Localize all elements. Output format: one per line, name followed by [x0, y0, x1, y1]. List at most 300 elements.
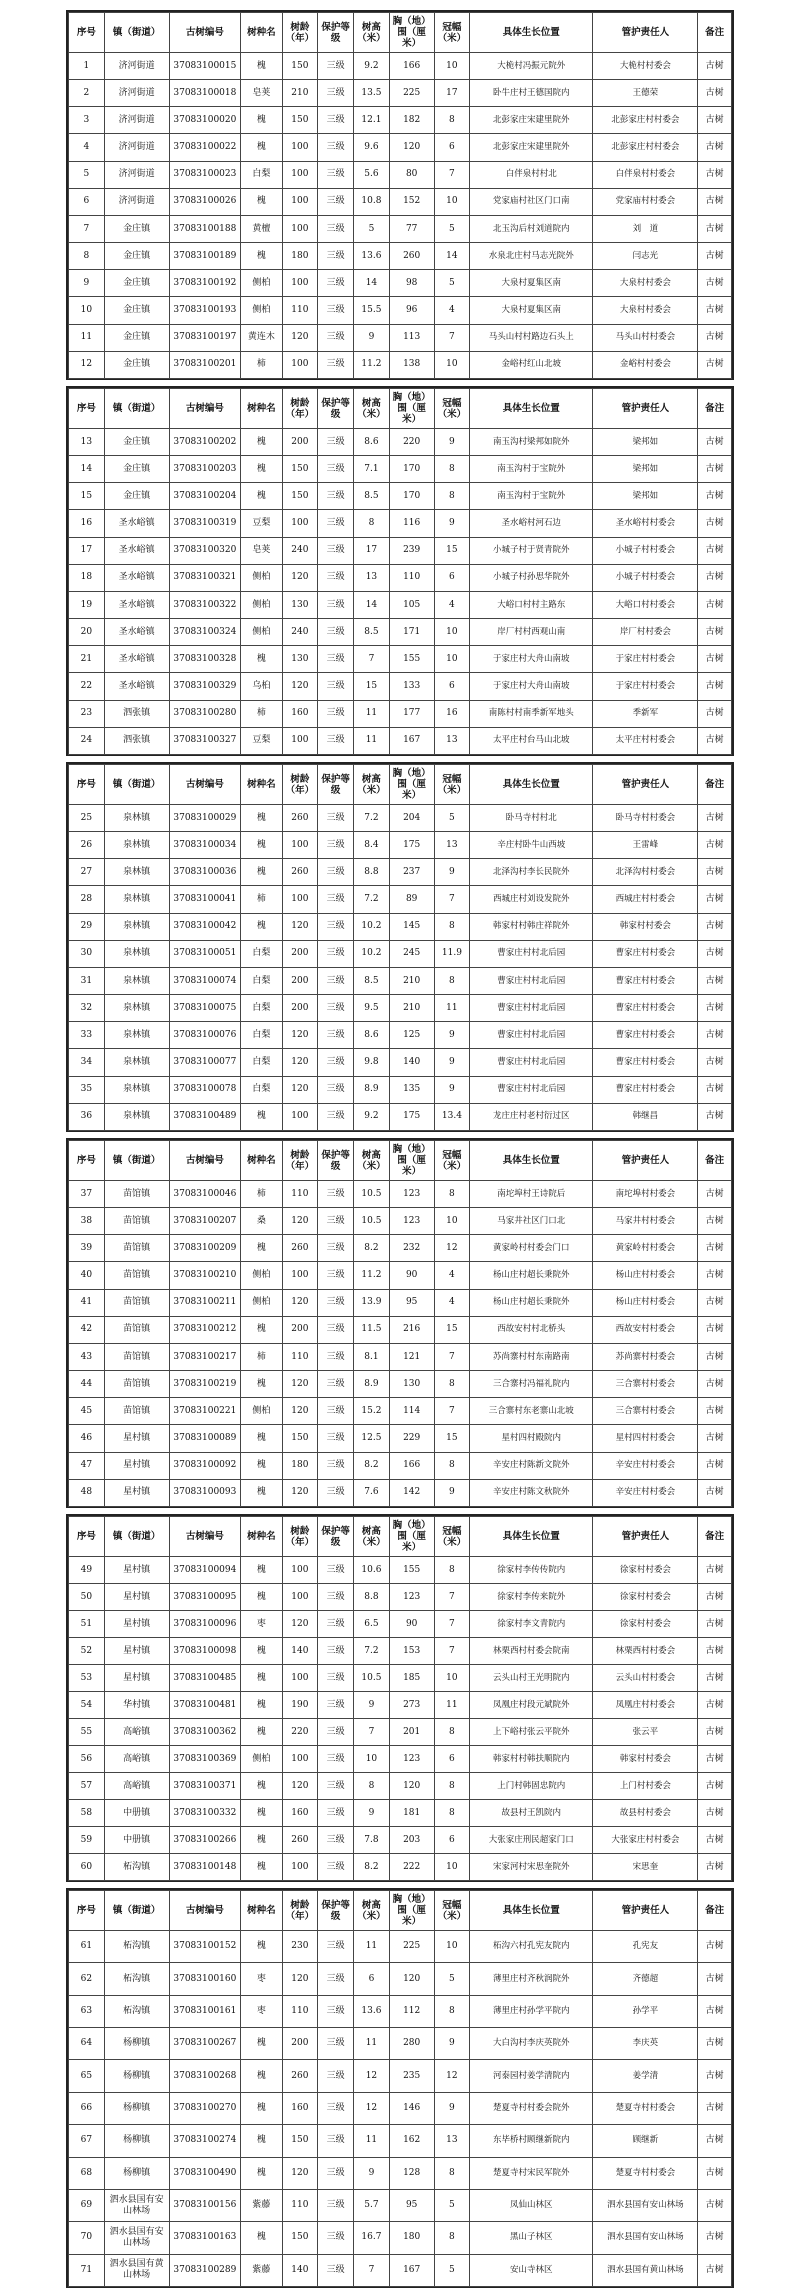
cell-grade: 三级	[318, 2060, 354, 2092]
cell-remark: 古树	[698, 859, 732, 886]
cell-age: 200	[282, 1316, 318, 1343]
cell-age: 180	[282, 1452, 318, 1479]
cell-index: 68	[69, 2157, 105, 2189]
table-row	[69, 188, 732, 215]
cell-species: 白梨	[241, 161, 282, 188]
cell-location: 辛庄村卧牛山西坡	[470, 832, 593, 859]
cell-species: 柿	[241, 700, 282, 727]
cell-street: 星村镇	[104, 1638, 169, 1665]
cell-crown: 8	[434, 1557, 470, 1584]
cell-height: 17	[354, 537, 390, 564]
cell-crown: 8	[434, 913, 470, 940]
cell-street: 星村镇	[104, 1665, 169, 1692]
cell-tree-id: 37083100075	[169, 995, 241, 1022]
table-header-row	[69, 1891, 732, 1931]
cell-street: 柘沟镇	[104, 1995, 169, 2027]
cell-caretaker: 曹家庄村村委会	[593, 1049, 698, 1076]
cell-grade: 三级	[318, 53, 354, 80]
cell-index: 66	[69, 2092, 105, 2124]
cell-girth: 175	[389, 1103, 434, 1130]
cell-tree-id: 37083100201	[169, 351, 241, 378]
cell-remark: 古树	[698, 1452, 732, 1479]
cell-tree-id: 37083100209	[169, 1235, 241, 1262]
cell-height: 12	[354, 2092, 390, 2124]
cell-caretaker: 黄家岭村村委会	[593, 1235, 698, 1262]
cell-tree-id: 37083100015	[169, 53, 241, 80]
cell-crown: 13.4	[434, 1103, 470, 1130]
table-row	[69, 429, 732, 456]
cell-location: 柘沟六村孔宪友院内	[470, 1931, 593, 1963]
cell-height: 14	[354, 591, 390, 618]
column-header-grade: 保护等级	[318, 765, 354, 805]
cell-tree-id: 37083100074	[169, 967, 241, 994]
cell-remark: 古树	[698, 1611, 732, 1638]
cell-height: 7	[354, 646, 390, 673]
cell-grade: 三级	[318, 1800, 354, 1827]
column-header-crown: 冠幅（米）	[434, 1517, 470, 1557]
table-row	[69, 1452, 732, 1479]
column-header-location: 具体生长位置	[470, 1517, 593, 1557]
cell-caretaker: 于家庄村村委会	[593, 646, 698, 673]
cell-tree-id: 37083100219	[169, 1371, 241, 1398]
cell-crown: 4	[434, 591, 470, 618]
table-row	[69, 2189, 732, 2221]
cell-caretaker: 大桅村村委会	[593, 53, 698, 80]
cell-tree-id: 37083100321	[169, 564, 241, 591]
cell-height: 8.1	[354, 1343, 390, 1370]
cell-tree-id: 37083100041	[169, 886, 241, 913]
cell-age: 110	[282, 1181, 318, 1208]
cell-girth: 229	[389, 1425, 434, 1452]
cell-species: 槐	[241, 1931, 282, 1963]
cell-grade: 三级	[318, 832, 354, 859]
cell-age: 100	[282, 1557, 318, 1584]
column-header-street: 镇（街道）	[104, 1517, 169, 1557]
cell-age: 100	[282, 510, 318, 537]
cell-remark: 古树	[698, 1931, 732, 1963]
cell-street: 泉林镇	[104, 1022, 169, 1049]
table-row	[69, 2222, 732, 2254]
cell-crown: 8	[434, 1181, 470, 1208]
cell-crown: 7	[434, 1611, 470, 1638]
column-header-street: 镇（街道）	[104, 765, 169, 805]
cell-species: 紫藤	[241, 2189, 282, 2221]
cell-street: 泉林镇	[104, 805, 169, 832]
cell-height: 13	[354, 564, 390, 591]
cell-species: 白梨	[241, 940, 282, 967]
table-row	[69, 270, 732, 297]
cell-street: 星村镇	[104, 1425, 169, 1452]
cell-height: 11	[354, 700, 390, 727]
cell-age: 100	[282, 1262, 318, 1289]
cell-tree-id: 37083100076	[169, 1022, 241, 1049]
cell-location: 大泉村夏集区南	[470, 297, 593, 324]
cell-height: 8.2	[354, 1452, 390, 1479]
cell-grade: 三级	[318, 564, 354, 591]
cell-location: 水泉北庄村马志光院外	[470, 243, 593, 270]
cell-girth: 222	[389, 1854, 434, 1881]
cell-location: 故县村王凯院内	[470, 1800, 593, 1827]
cell-caretaker: 三合寨村村委会	[593, 1398, 698, 1425]
cell-grade: 三级	[318, 1854, 354, 1881]
cell-height: 9.6	[354, 134, 390, 161]
cell-location: 曹家庄村村北后园	[470, 1049, 593, 1076]
cell-location: 金峪村红山北坡	[470, 351, 593, 378]
cell-street: 泉林镇	[104, 913, 169, 940]
cell-street: 泉林镇	[104, 1103, 169, 1130]
table-row	[69, 1398, 732, 1425]
cell-species: 槐	[241, 832, 282, 859]
cell-height: 11	[354, 1931, 390, 1963]
cell-street: 圣水峪镇	[104, 537, 169, 564]
cell-age: 100	[282, 727, 318, 754]
column-header-index: 序号	[69, 1141, 105, 1181]
cell-grade: 三级	[318, 1995, 354, 2027]
cell-grade: 三级	[318, 1022, 354, 1049]
cell-tree-id: 37083100148	[169, 1854, 241, 1881]
cell-height: 10.6	[354, 1557, 390, 1584]
cell-caretaker: 张云平	[593, 1719, 698, 1746]
cell-age: 160	[282, 1800, 318, 1827]
cell-remark: 古树	[698, 1103, 732, 1130]
cell-caretaker: 小城子村村委会	[593, 537, 698, 564]
cell-remark: 古树	[698, 913, 732, 940]
cell-girth: 112	[389, 1995, 434, 2027]
table-row	[69, 297, 732, 324]
cell-location: 北泽沟村李长民院外	[470, 859, 593, 886]
cell-girth: 146	[389, 2092, 434, 2124]
cell-location: 东毕桥村顾继新院内	[470, 2125, 593, 2157]
cell-grade: 三级	[318, 1049, 354, 1076]
cell-street: 金庄镇	[104, 483, 169, 510]
cell-caretaker: 三合寨村村委会	[593, 1371, 698, 1398]
cell-crown: 9	[434, 1076, 470, 1103]
cell-crown: 8	[434, 456, 470, 483]
cell-street: 泗水县国有安山林场	[104, 2222, 169, 2254]
cell-grade: 三级	[318, 2254, 354, 2286]
cell-location: 凤凰庄村段元斌院外	[470, 1692, 593, 1719]
cell-index: 27	[69, 859, 105, 886]
cell-grade: 三级	[318, 1963, 354, 1995]
cell-crown: 4	[434, 1289, 470, 1316]
cell-location: 杨山庄村超长秉院外	[470, 1289, 593, 1316]
cell-index: 48	[69, 1479, 105, 1506]
table-row	[69, 1827, 732, 1854]
cell-tree-id: 37083100280	[169, 700, 241, 727]
cell-girth: 152	[389, 188, 434, 215]
table-row	[69, 1371, 732, 1398]
cell-location: 卧牛庄村王德国院内	[470, 80, 593, 107]
table-row	[69, 1692, 732, 1719]
cell-girth: 123	[389, 1181, 434, 1208]
cell-remark: 古树	[698, 80, 732, 107]
cell-grade: 三级	[318, 134, 354, 161]
cell-tree-id: 37083100160	[169, 1963, 241, 1995]
cell-girth: 180	[389, 2222, 434, 2254]
cell-grade: 三级	[318, 805, 354, 832]
table-block	[66, 386, 734, 756]
cell-caretaker: 星村四村村委会	[593, 1425, 698, 1452]
table-row	[69, 2060, 732, 2092]
cell-grade: 三级	[318, 591, 354, 618]
cell-caretaker: 曹家庄村村委会	[593, 967, 698, 994]
table-header-row	[69, 389, 732, 429]
cell-species: 桑	[241, 1208, 282, 1235]
column-header-index: 序号	[69, 13, 105, 53]
cell-crown: 13	[434, 2125, 470, 2157]
cell-location: 河泰园村姜学清院内	[470, 2060, 593, 2092]
table-row	[69, 564, 732, 591]
cell-location: 于家庄村大舟山南坡	[470, 673, 593, 700]
cell-index: 18	[69, 564, 105, 591]
cell-street: 华村镇	[104, 1692, 169, 1719]
cell-remark: 古树	[698, 1854, 732, 1881]
table-row	[69, 1343, 732, 1370]
cell-location: 曹家庄村村北后园	[470, 1076, 593, 1103]
cell-remark: 古树	[698, 886, 732, 913]
column-header-age: 树龄（年）	[282, 13, 318, 53]
cell-index: 38	[69, 1208, 105, 1235]
cell-caretaker: 姜学清	[593, 2060, 698, 2092]
cell-location: 徐家村李传传院内	[470, 1557, 593, 1584]
cell-girth: 203	[389, 1827, 434, 1854]
cell-height: 12.5	[354, 1425, 390, 1452]
cell-age: 260	[282, 859, 318, 886]
cell-girth: 90	[389, 1262, 434, 1289]
cell-height: 13.5	[354, 80, 390, 107]
cell-crown: 17	[434, 80, 470, 107]
cell-girth: 120	[389, 1963, 434, 1995]
cell-girth: 114	[389, 1398, 434, 1425]
cell-tree-id: 37083100078	[169, 1076, 241, 1103]
cell-remark: 古树	[698, 1076, 732, 1103]
table-row	[69, 1425, 732, 1452]
cell-crown: 6	[434, 673, 470, 700]
tree-table	[68, 764, 732, 1131]
table-row	[69, 537, 732, 564]
cell-age: 240	[282, 619, 318, 646]
tree-table	[68, 1516, 732, 1881]
cell-tree-id: 37083100362	[169, 1719, 241, 1746]
cell-species: 柿	[241, 886, 282, 913]
cell-tree-id: 37083100042	[169, 913, 241, 940]
cell-crown: 7	[434, 1398, 470, 1425]
cell-grade: 三级	[318, 2028, 354, 2060]
cell-grade: 三级	[318, 1746, 354, 1773]
cell-species: 侧柏	[241, 564, 282, 591]
cell-species: 槐	[241, 483, 282, 510]
cell-height: 9	[354, 1800, 390, 1827]
table-row	[69, 859, 732, 886]
table-row	[69, 646, 732, 673]
column-header-crown: 冠幅（米）	[434, 1141, 470, 1181]
cell-grade: 三级	[318, 161, 354, 188]
table-row	[69, 673, 732, 700]
table-row	[69, 1995, 732, 2027]
cell-age: 100	[282, 886, 318, 913]
cell-height: 10.5	[354, 1181, 390, 1208]
cell-grade: 三级	[318, 1208, 354, 1235]
cell-age: 150	[282, 2222, 318, 2254]
cell-tree-id: 37083100089	[169, 1425, 241, 1452]
cell-grade: 三级	[318, 967, 354, 994]
cell-location: 辛安庄村陈文秋院外	[470, 1479, 593, 1506]
cell-index: 37	[69, 1181, 105, 1208]
cell-street: 济河街道	[104, 161, 169, 188]
cell-crown: 10	[434, 1854, 470, 1881]
cell-index: 34	[69, 1049, 105, 1076]
tree-table	[68, 12, 732, 379]
cell-street: 圣水峪镇	[104, 564, 169, 591]
column-header-grade: 保护等级	[318, 13, 354, 53]
cell-index: 39	[69, 1235, 105, 1262]
cell-species: 槐	[241, 1638, 282, 1665]
table-row	[69, 1611, 732, 1638]
cell-caretaker: 上门村村委会	[593, 1773, 698, 1800]
cell-caretaker: 西故安村村委会	[593, 1316, 698, 1343]
cell-caretaker: 刘 道	[593, 215, 698, 242]
table-row	[69, 456, 732, 483]
cell-species: 侧柏	[241, 619, 282, 646]
cell-height: 12.1	[354, 107, 390, 134]
cell-crown: 7	[434, 324, 470, 351]
cell-crown: 15	[434, 537, 470, 564]
cell-age: 120	[282, 1208, 318, 1235]
cell-street: 星村镇	[104, 1452, 169, 1479]
column-header-tree-id: 古树编号	[169, 765, 241, 805]
cell-age: 120	[282, 324, 318, 351]
cell-caretaker: 孔宪友	[593, 1931, 698, 1963]
column-header-caretaker: 管护责任人	[593, 389, 698, 429]
cell-caretaker: 宋思奎	[593, 1854, 698, 1881]
cell-grade: 三级	[318, 940, 354, 967]
cell-caretaker: 徐家村村委会	[593, 1584, 698, 1611]
cell-caretaker: 党家庙村村委会	[593, 188, 698, 215]
cell-location: 南陈村村南季新军地头	[470, 700, 593, 727]
cell-index: 8	[69, 243, 105, 270]
cell-tree-id: 37083100369	[169, 1746, 241, 1773]
cell-remark: 古树	[698, 1800, 732, 1827]
cell-location: 岸厂村村西观山南	[470, 619, 593, 646]
table-block	[66, 1514, 734, 1882]
table-row	[69, 107, 732, 134]
cell-grade: 三级	[318, 297, 354, 324]
cell-index: 42	[69, 1316, 105, 1343]
cell-age: 110	[282, 297, 318, 324]
cell-crown: 9	[434, 2028, 470, 2060]
cell-girth: 155	[389, 646, 434, 673]
table-row	[69, 1181, 732, 1208]
table-row	[69, 80, 732, 107]
cell-age: 160	[282, 2092, 318, 2124]
cell-crown: 10	[434, 1931, 470, 1963]
cell-grade: 三级	[318, 456, 354, 483]
cell-street: 杨柳镇	[104, 2092, 169, 2124]
table-row	[69, 53, 732, 80]
table-row	[69, 1800, 732, 1827]
cell-caretaker: 凤凰庄村村委会	[593, 1692, 698, 1719]
column-header-girth: 胸（地）围（厘米）	[389, 389, 434, 429]
column-header-caretaker: 管护责任人	[593, 765, 698, 805]
cell-street: 金庄镇	[104, 456, 169, 483]
cell-girth: 145	[389, 913, 434, 940]
cell-tree-id: 37083100266	[169, 1827, 241, 1854]
cell-remark: 古树	[698, 1827, 732, 1854]
cell-species: 槐	[241, 1719, 282, 1746]
cell-age: 100	[282, 188, 318, 215]
tree-table	[68, 1140, 732, 1507]
cell-remark: 古树	[698, 510, 732, 537]
cell-caretaker: 曹家庄村村委会	[593, 995, 698, 1022]
cell-remark: 古树	[698, 591, 732, 618]
cell-index: 49	[69, 1557, 105, 1584]
cell-height: 10.5	[354, 1665, 390, 1692]
cell-grade: 三级	[318, 1611, 354, 1638]
column-header-grade: 保护等级	[318, 1517, 354, 1557]
cell-street: 星村镇	[104, 1584, 169, 1611]
cell-girth: 155	[389, 1557, 434, 1584]
cell-index: 36	[69, 1103, 105, 1130]
cell-girth: 225	[389, 1931, 434, 1963]
cell-girth: 90	[389, 1611, 434, 1638]
cell-street: 圣水峪镇	[104, 591, 169, 618]
cell-remark: 古树	[698, 1773, 732, 1800]
cell-location: 北彭家庄宋建里院外	[470, 134, 593, 161]
column-header-species: 树种名	[241, 765, 282, 805]
cell-age: 190	[282, 1692, 318, 1719]
cell-age: 120	[282, 913, 318, 940]
column-header-species: 树种名	[241, 13, 282, 53]
cell-index: 47	[69, 1452, 105, 1479]
cell-grade: 三级	[318, 80, 354, 107]
cell-location: 龙庄庄村老村衍过区	[470, 1103, 593, 1130]
cell-tree-id: 37083100161	[169, 1995, 241, 2027]
cell-tree-id: 37083100051	[169, 940, 241, 967]
cell-tree-id: 37083100217	[169, 1343, 241, 1370]
cell-remark: 古树	[698, 1963, 732, 1995]
cell-caretaker: 大峪口村村委会	[593, 591, 698, 618]
cell-girth: 245	[389, 940, 434, 967]
cell-grade: 三级	[318, 1557, 354, 1584]
cell-caretaker: 北泽沟村村委会	[593, 859, 698, 886]
cell-remark: 古树	[698, 351, 732, 378]
column-header-remark: 备注	[698, 13, 732, 53]
cell-crown: 7	[434, 886, 470, 913]
table-row	[69, 324, 732, 351]
cell-location: 北玉沟后村刘道院内	[470, 215, 593, 242]
cell-index: 28	[69, 886, 105, 913]
cell-girth: 162	[389, 2125, 434, 2157]
cell-crown: 13	[434, 832, 470, 859]
cell-height: 8.2	[354, 1854, 390, 1881]
cell-height: 7.1	[354, 456, 390, 483]
cell-tree-id: 37083100489	[169, 1103, 241, 1130]
cell-street: 苗馆镇	[104, 1398, 169, 1425]
cell-caretaker: 杨山庄村村委会	[593, 1289, 698, 1316]
cell-age: 240	[282, 537, 318, 564]
cell-remark: 古树	[698, 700, 732, 727]
cell-caretaker: 梁邦如	[593, 483, 698, 510]
cell-index: 5	[69, 161, 105, 188]
cell-height: 9	[354, 1692, 390, 1719]
cell-tree-id: 37083100319	[169, 510, 241, 537]
cell-remark: 古树	[698, 646, 732, 673]
cell-tree-id: 37083100098	[169, 1638, 241, 1665]
cell-tree-id: 37083100322	[169, 591, 241, 618]
cell-index: 7	[69, 215, 105, 242]
cell-index: 41	[69, 1289, 105, 1316]
cell-street: 圣水峪镇	[104, 510, 169, 537]
